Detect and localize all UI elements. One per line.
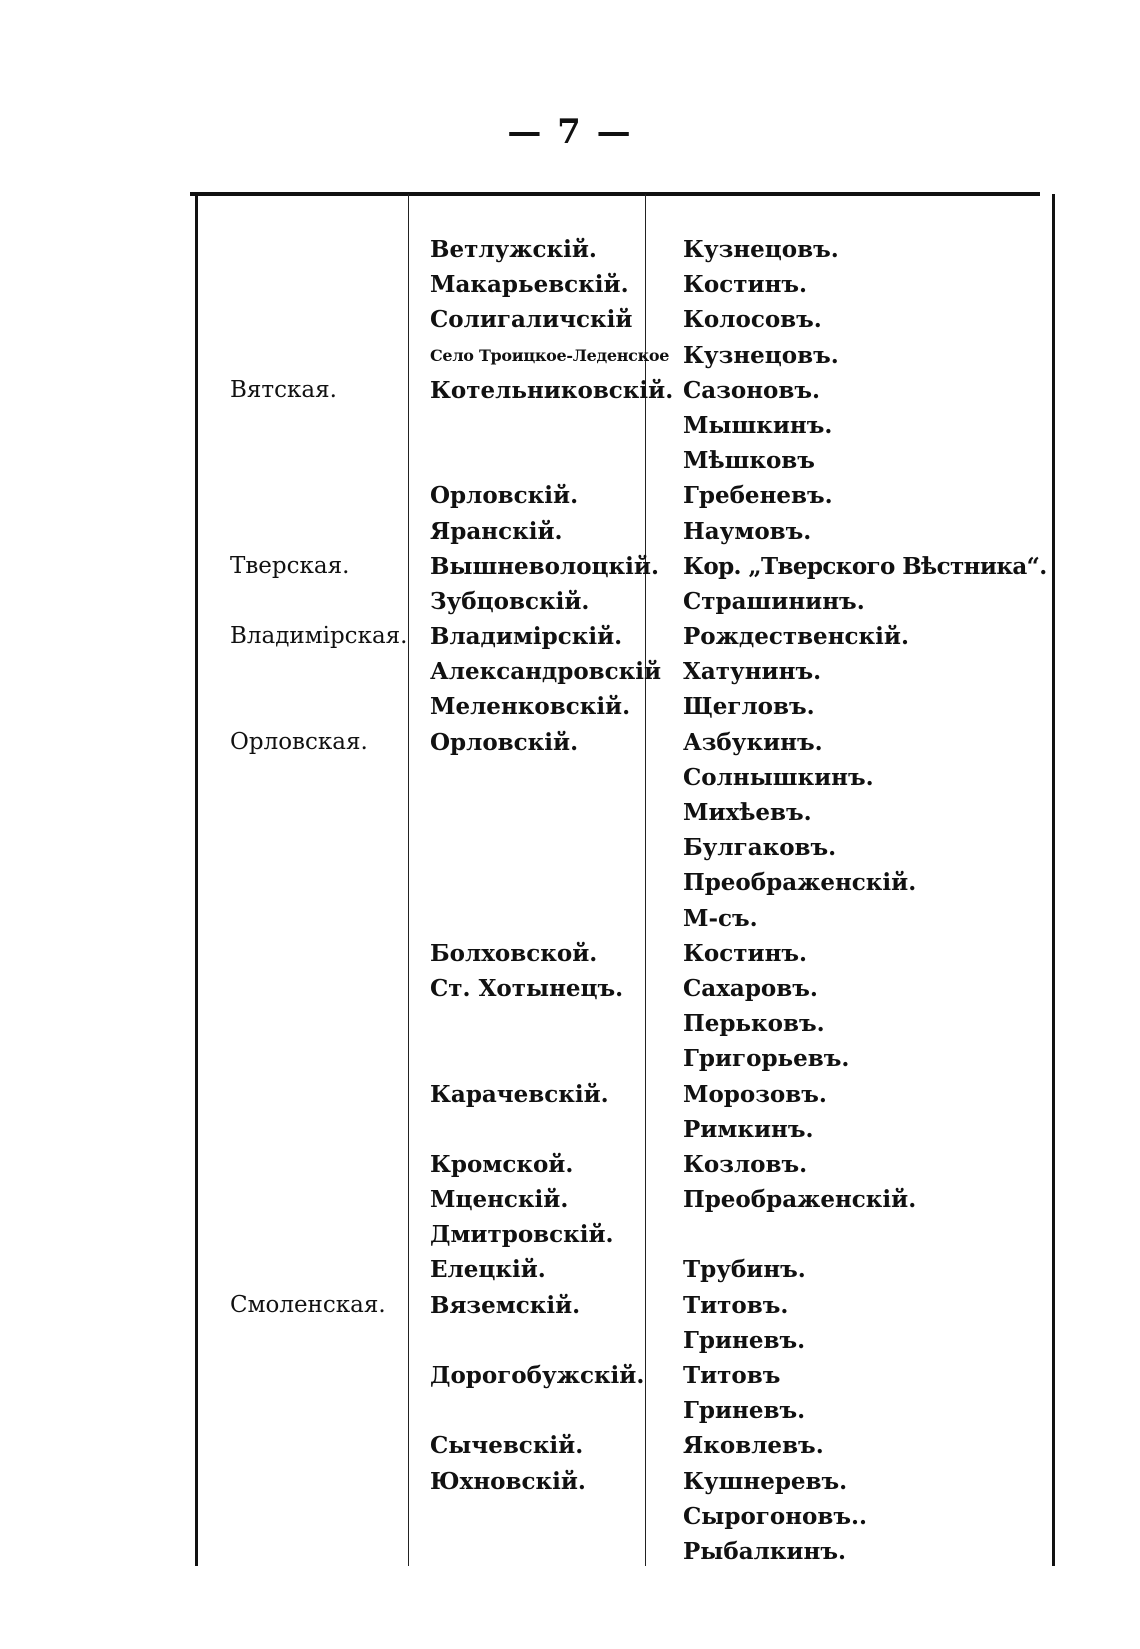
correspondent-cell: Солнышкинъ. [683, 763, 874, 791]
correspondent-cell: Козловъ. [683, 1150, 808, 1178]
district-cell: Орловскій. [430, 482, 579, 510]
district-cell: Вяземскій. [430, 1291, 581, 1319]
correspondent-cell: Колосовъ. [683, 306, 822, 334]
correspondent-cell: Хатунинъ. [683, 658, 822, 686]
governorate-cell [230, 478, 407, 513]
governorate-cell: Орловская. [230, 728, 368, 755]
correspondent-cell: Костинъ. [683, 271, 808, 299]
governorate-column [230, 232, 407, 1569]
governorate-cell [230, 1323, 407, 1358]
governorate-cell [230, 1358, 407, 1393]
district-cell [430, 443, 673, 478]
district-cell: Елецкій. [430, 1256, 546, 1284]
district-cell: Вышневолоцкій. [430, 552, 659, 580]
table-top-rule [190, 192, 1040, 196]
correspondent-cell: Гриневъ. [683, 1326, 806, 1354]
district-cell: Село Троицкое-Леденское [430, 345, 670, 365]
correspondent-cell: Мышкинъ. [683, 411, 833, 439]
correspondent-cell: Преображенскій. [683, 869, 917, 897]
correspondent-cell: М-съ. [683, 904, 758, 932]
correspondent-cell: Рыбалкинъ. [683, 1537, 846, 1565]
correspondent-cell: Страшининъ. [683, 587, 865, 615]
governorate-cell [230, 971, 407, 1006]
correspondent-cell: Рождественскій. [683, 623, 909, 651]
district-cell: Сычевскій. [430, 1432, 584, 1460]
district-cell: Мценскій. [430, 1186, 569, 1214]
governorate-cell [230, 1077, 407, 1112]
governorate-cell [230, 338, 407, 373]
governorate-cell [230, 830, 407, 865]
governorate-cell [230, 408, 407, 443]
governorate-cell [230, 232, 407, 267]
governorate-cell [230, 302, 407, 337]
district-cell [430, 865, 673, 900]
district-cell: Юхновскій. [430, 1467, 586, 1495]
district-cell [430, 1534, 673, 1569]
governorate-cell: Тверская. [230, 552, 350, 579]
correspondent-cell: Григорьевъ. [683, 1045, 850, 1073]
correspondent-cell: Перьковъ. [683, 1010, 825, 1038]
district-cell: Кромской. [430, 1150, 574, 1178]
correspondent-cell: Кор. „Тверского Вѣстника“. [683, 552, 1047, 580]
governorate-cell [230, 514, 407, 549]
correspondent-cell: Кузнецовъ. [683, 341, 839, 369]
district-cell: Зубцовскій. [430, 587, 590, 615]
district-cell [430, 1006, 673, 1041]
governorate-cell [230, 795, 407, 830]
district-cell [430, 1041, 673, 1076]
district-cell: Орловскій. [430, 728, 579, 756]
district-cell: Ст. Хотынецъ. [430, 974, 624, 1002]
district-cell: Болховской. [430, 939, 598, 967]
district-column [430, 232, 673, 1569]
correspondent-cell: Титовъ [683, 1362, 781, 1389]
correspondent-cell: Наумовъ. [683, 517, 812, 545]
correspondent-cell: Гребеневъ. [683, 482, 833, 510]
governorate-cell [230, 1217, 407, 1252]
governorate-cell [230, 1534, 407, 1569]
district-cell [430, 901, 673, 936]
correspondent-cell: Михѣевъ. [683, 799, 812, 826]
correspondent-cell: Щегловъ. [683, 693, 815, 721]
governorate-cell: Владимірская. [230, 623, 408, 650]
district-cell: Ветлужскій. [430, 236, 597, 263]
district-cell: Карачевскій. [430, 1080, 609, 1108]
district-cell [430, 1499, 673, 1534]
governorate-cell [230, 689, 407, 724]
district-cell [430, 1323, 673, 1358]
governorate-cell [230, 901, 407, 936]
governorate-cell [230, 1006, 407, 1041]
governorate-cell [230, 1147, 407, 1182]
governorate-cell [230, 1182, 407, 1217]
district-cell [430, 408, 673, 443]
correspondent-cell [683, 1217, 1063, 1252]
district-cell [430, 1112, 673, 1147]
governorate-cell [230, 1393, 407, 1428]
table-left-border [195, 194, 198, 1566]
district-cell [430, 795, 673, 830]
correspondent-cell: Сахаровъ. [683, 974, 818, 1002]
correspondent-cell: Азбукинъ. [683, 728, 823, 756]
district-cell: Дмитровскій. [430, 1221, 614, 1249]
governorate-cell [230, 1499, 407, 1534]
governorate-cell: Вятская. [230, 376, 337, 403]
governorate-cell [230, 1464, 407, 1499]
district-cell: Яранскій. [430, 517, 563, 545]
governorate-cell [230, 865, 407, 900]
correspondent-cell: Яковлевъ. [683, 1432, 824, 1460]
district-cell: Макарьевскій. [430, 271, 629, 299]
correspondent-cell: Сазоновъ. [683, 376, 821, 404]
correspondent-cell: Булгаковъ. [683, 834, 837, 862]
district-cell [430, 830, 673, 865]
governorate-cell [230, 584, 407, 619]
governorate-cell [230, 267, 407, 302]
governorate-cell [230, 936, 407, 971]
governorate-cell [230, 1252, 407, 1287]
correspondent-cell: Преображенскій. [683, 1186, 917, 1214]
correspondent-column [683, 232, 1063, 1569]
correspondent-cell: Кузнецовъ. [683, 236, 839, 263]
governorate-cell [230, 1112, 407, 1147]
column-divider-1 [408, 194, 409, 1566]
governorate-cell [230, 1428, 407, 1463]
district-cell: Александровскій [430, 658, 662, 686]
correspondent-cell: Титовъ. [683, 1291, 789, 1319]
governorate-cell [230, 654, 407, 689]
district-cell [430, 760, 673, 795]
correspondent-cell: Гриневъ. [683, 1397, 806, 1425]
correspondent-cell: Сырогоновъ.. [683, 1502, 868, 1530]
district-cell: Владимірскій. [430, 623, 623, 651]
correspondent-cell: Костинъ. [683, 939, 808, 967]
correspondent-cell: Кушнеревъ. [683, 1467, 848, 1495]
governorate-cell [230, 1041, 407, 1076]
correspondent-cell: Римкинъ. [683, 1115, 814, 1143]
district-cell: Котельниковскій. [430, 376, 674, 404]
correspondent-cell: Морозовъ. [683, 1080, 827, 1108]
district-cell: Солигаличскій [430, 306, 633, 334]
page-number: — 7 — [507, 112, 633, 152]
correspondent-cell: Трубинъ. [683, 1256, 806, 1284]
district-cell [430, 1393, 673, 1428]
correspondent-cell: Мѣшковъ [683, 447, 815, 475]
district-cell: Меленковскій. [430, 693, 631, 721]
governorate-cell: Смоленская. [230, 1291, 386, 1318]
governorate-cell [230, 760, 407, 795]
district-cell: Дорогобужскій. [430, 1362, 645, 1389]
governorate-cell [230, 443, 407, 478]
